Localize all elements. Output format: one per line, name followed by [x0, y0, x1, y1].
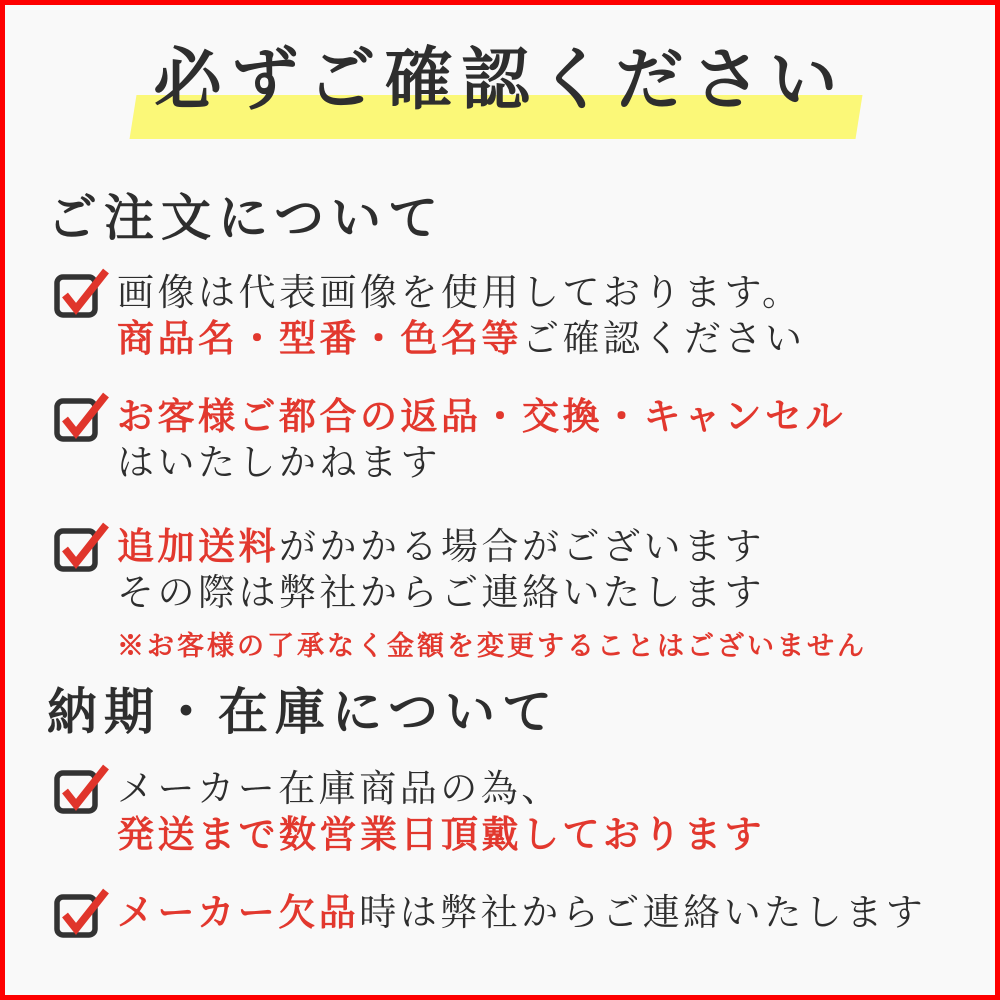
notice-text: はいたしかねます: [117, 443, 441, 484]
notice-text-emphasis: お客様ご都合の返品・交換・キャンセル: [117, 397, 846, 438]
section-heading-order: ご注文について: [47, 190, 445, 246]
checked-checkbox-icon: [53, 389, 109, 443]
page-title: 必ずご確認ください: [153, 42, 847, 118]
notice-text-emphasis: 発送まで数営業日頂戴しております: [117, 815, 765, 856]
notice-text: 画像は代表画像を使用しております。: [117, 273, 803, 314]
notice-text: その際は弊社からご連絡いたします: [117, 573, 765, 614]
notice-item-extra-shipping: [53, 525, 867, 661]
notice-item-no-returns: [53, 395, 846, 487]
notice-item-maker-stock: [53, 767, 765, 859]
checked-checkbox-icon: [53, 519, 109, 573]
checked-checkbox-icon: [53, 885, 109, 939]
notice-item-text: [117, 395, 846, 487]
notice-item-text: [117, 891, 926, 937]
checked-checkbox-icon: [53, 761, 109, 815]
notice-text: メーカー在庫商品の為、: [117, 769, 562, 810]
notice-text-emphasis: 商品名・型番・色名等: [117, 319, 522, 360]
notice-item-text: [117, 767, 765, 859]
notice-text: ご確認ください: [522, 319, 806, 360]
notice-item-representative-image: [53, 271, 806, 363]
notice-item-maker-shortage: [53, 891, 926, 939]
notice-text: がかかる場合がございます: [279, 527, 765, 568]
notice-text: 時は弊社からご連絡いたします: [359, 893, 927, 934]
checked-checkbox-icon: [53, 265, 109, 319]
notice-item-text: [117, 525, 867, 661]
section-heading-delivery: 納期・在庫について: [47, 684, 559, 740]
notice-item-text: [117, 271, 806, 363]
notice-footnote: ※お客様の了承なく金額を変更することはございません: [117, 631, 867, 661]
notice-text-emphasis: 追加送料: [117, 527, 279, 568]
notice-text-emphasis: メーカー欠品: [117, 893, 360, 934]
